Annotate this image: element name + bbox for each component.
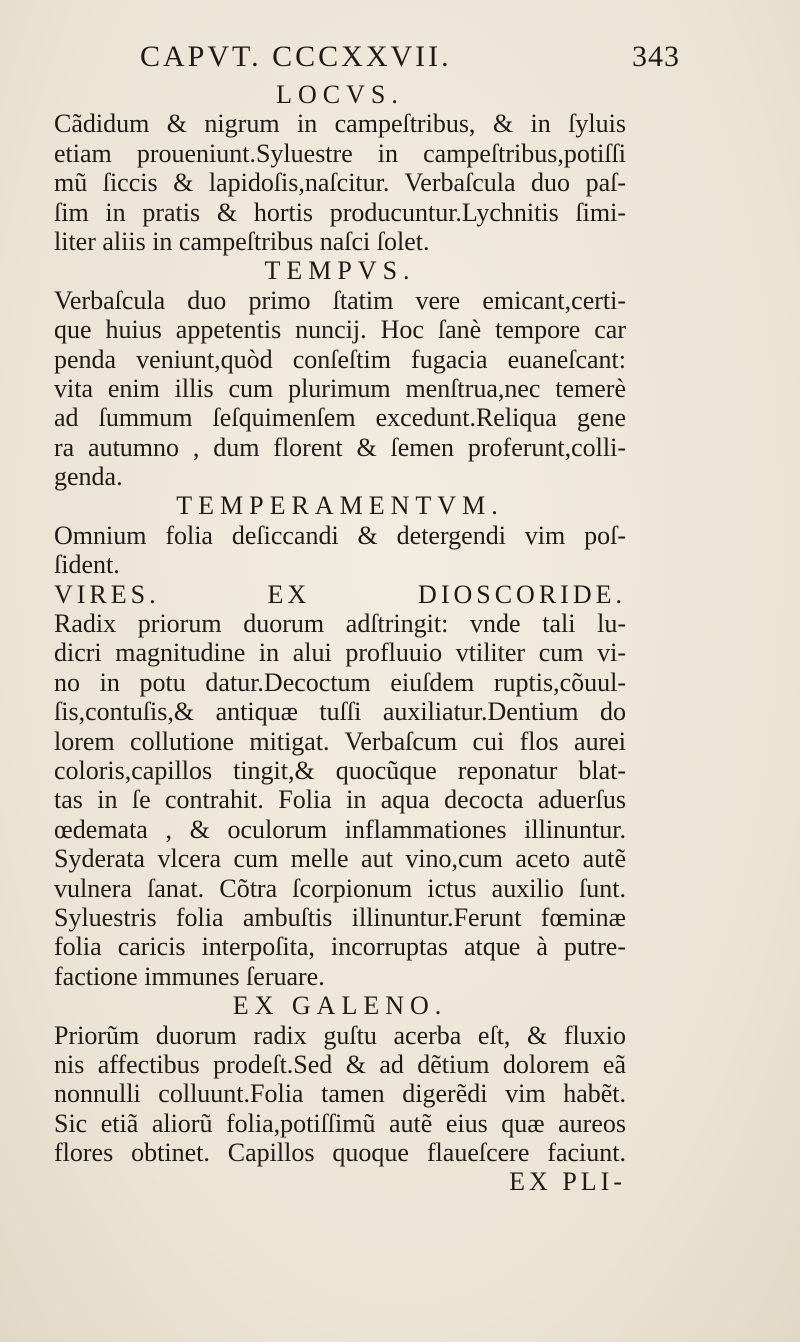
- text-line: Verbaſcula duo primo ſtatim vere emicant,certi-: [54, 285, 626, 315]
- text-line: Sic etiã aliorũ folia,potiſſimũ autẽ eius quæ aureos: [54, 1108, 626, 1138]
- text-line: ſis,contuſis,& antiquæ tuſſi auxiliatur.Dentium do: [54, 697, 626, 727]
- text-line: ſim in pratis & hortis producuntur.Lychnitis ſimi-: [54, 197, 626, 227]
- text-line: factione immunes ſeruare.: [54, 961, 325, 991]
- catchword: EX PLI-: [509, 1167, 626, 1197]
- text-line: Radix priorum duorum adſtringit: vnde tali lu-: [54, 609, 626, 639]
- text-line: etiam proueniunt.Syluestre in campeſtribus,potiſſi: [54, 138, 626, 168]
- text-line: œdemata , & oculorum inflammationes illinuntur.: [54, 814, 626, 844]
- body-text: [54, 80, 626, 1197]
- text-line: tas in ſe contrahit. Folia in aqua decocta aduerſus: [54, 785, 626, 815]
- text-line: Omnium folia deſiccandi & detergendi vim poſ-: [54, 520, 626, 550]
- chapter-title: CAPVT. CCCXXVII.: [140, 40, 452, 73]
- text-line: flores obtinet. Capillos quoque flaueſcere faciunt.: [54, 1138, 626, 1168]
- section-heading-locus: LOCVS.: [276, 80, 404, 109]
- section-heading-tempus: TEMPVS.: [264, 256, 416, 286]
- text-line: ſident.: [54, 550, 120, 580]
- text-line: genda.: [54, 462, 123, 492]
- text-line: que huius appetentis nuncij. Hoc ſanè tempore car: [54, 315, 626, 345]
- text-line: Priorũm duorum radix guſtu acerba eſt, & fluxio: [54, 1020, 626, 1050]
- page-number: 343: [632, 40, 680, 73]
- text-line: vita enim illis cum plurimum menſtrua,nec temerè: [54, 373, 626, 403]
- text-line: Cãdidum & nigrum in campeſtribus, & in ſyluis: [54, 109, 626, 139]
- text-line: lorem collutione mitigat. Verbaſcum cui flos aurei: [54, 726, 626, 756]
- text-line: mũ ſiccis & lapidoſis,naſcitur. Verbaſcula duo paſ-: [54, 168, 626, 198]
- section-heading-vires: VIRES. EX DIOSCORIDE.: [54, 579, 626, 609]
- text-line: Syluestris folia ambuſtis illinuntur.Ferunt fœminæ: [54, 902, 626, 932]
- text-line: penda veniunt,quòd conſeſtim fugacia euaneſcant:: [54, 344, 626, 374]
- text-line: coloris,capillos tingit,& quocũque reponatur blat-: [54, 755, 626, 785]
- text-line: ad ſummum ſeſquimenſem excedunt.Reliqua gene: [54, 403, 626, 433]
- text-line: nonnulli colluunt.Folia tamen digerẽdi vim habẽt.: [54, 1079, 626, 1109]
- text-line: vulnera ſanat. Cõtra ſcorpionum ictus auxilio ſunt.: [54, 873, 626, 903]
- section-heading-temperamentum: TEMPERAMENTVM.: [176, 491, 504, 521]
- text-line: Syderata vlcera cum melle aut vino,cum aceto autẽ: [54, 844, 626, 874]
- text-line: dicri magnitudine in alui profluuio vtiliter cum vi-: [54, 638, 626, 668]
- text-line: ra autumno , dum florent & ſemen proferunt,colli-: [54, 432, 626, 462]
- running-head: [140, 40, 680, 84]
- text-line: liter aliis in campeſtribus naſci ſolet.: [54, 226, 430, 256]
- text-line: nis affectibus prodeſt.Sed & ad dẽtium dolorem eã: [54, 1049, 626, 1079]
- text-line: folia caricis interpoſita, incorruptas atque à putre-: [54, 932, 626, 962]
- text-line: no in potu datur.Decoctum eiuſdem ruptis,cõuul-: [54, 667, 626, 697]
- section-heading-galeno: EX GALENO.: [232, 991, 448, 1021]
